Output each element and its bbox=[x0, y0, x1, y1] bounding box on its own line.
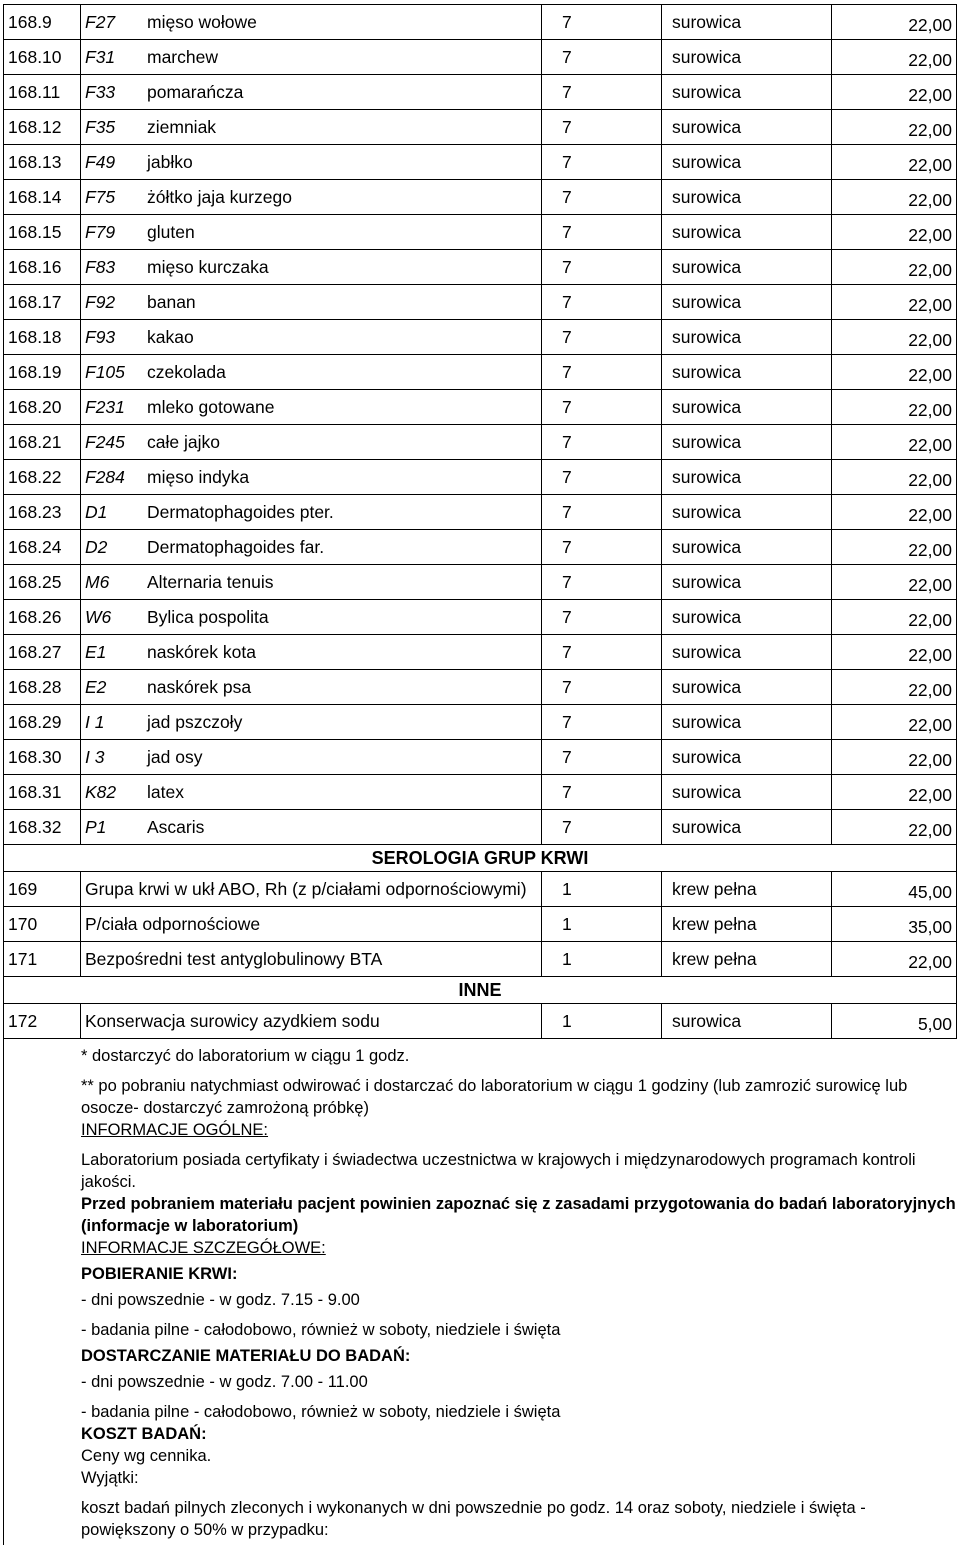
row-number: 168.12 bbox=[4, 110, 81, 145]
row-number: 168.21 bbox=[4, 425, 81, 460]
allergen-code: F49 bbox=[81, 145, 144, 180]
row-number: 171 bbox=[4, 942, 81, 977]
allergen-code: F75 bbox=[81, 180, 144, 215]
allergen-code: I 3 bbox=[81, 740, 144, 775]
table-row bbox=[4, 1004, 957, 1039]
test-name: mięso kurczaka bbox=[143, 250, 542, 285]
turnaround-days: 1 bbox=[542, 1004, 662, 1039]
general-info-text: Laboratorium posiada certyfikaty i świadectwa uczestnictwa w krajowych i międzynarodowych programach kontroli jakości. bbox=[81, 1151, 916, 1191]
allergen-code: F245 bbox=[81, 425, 144, 460]
test-name: Bylica pospolita bbox=[143, 600, 542, 635]
test-name: marchew bbox=[143, 40, 542, 75]
table-row bbox=[4, 145, 957, 180]
cost-line: Wyjątki: bbox=[81, 1469, 139, 1487]
test-price: 35,00 bbox=[832, 907, 957, 942]
table-row bbox=[4, 810, 957, 845]
allergen-code: W6 bbox=[81, 600, 144, 635]
test-price: 45,00 bbox=[832, 872, 957, 907]
test-price: 22,00 bbox=[832, 460, 957, 495]
general-info-bold: Przed pobraniem materiału pacjent powinien zapoznać się z zasadami przygotowania do badań laboratoryjnych (informacje w laboratorium) bbox=[81, 1195, 956, 1235]
table-row bbox=[4, 320, 957, 355]
table-row bbox=[4, 75, 957, 110]
row-number: 172 bbox=[4, 1004, 81, 1039]
table-row bbox=[4, 740, 957, 775]
turnaround-days: 7 bbox=[542, 530, 662, 565]
sample-material: surowica bbox=[662, 810, 832, 845]
table-row bbox=[4, 425, 957, 460]
sample-material: surowica bbox=[662, 75, 832, 110]
row-number: 168.19 bbox=[4, 355, 81, 390]
sample-material: surowica bbox=[662, 250, 832, 285]
row-number: 168.10 bbox=[4, 40, 81, 75]
sample-material: surowica bbox=[662, 775, 832, 810]
sample-material: surowica bbox=[662, 740, 832, 775]
sample-material: surowica bbox=[662, 215, 832, 250]
test-price: 22,00 bbox=[832, 390, 957, 425]
allergen-code: F83 bbox=[81, 250, 144, 285]
table-row bbox=[4, 942, 957, 977]
delivery-heading: DOSTARCZANIE MATERIAŁU DO BADAŃ: bbox=[81, 1347, 411, 1365]
table-row bbox=[4, 775, 957, 810]
test-price: 22,00 bbox=[832, 145, 957, 180]
blood-collection-heading: POBIERANIE KRWI: bbox=[81, 1265, 238, 1283]
turnaround-days: 7 bbox=[542, 705, 662, 740]
sample-material: surowica bbox=[662, 460, 832, 495]
turnaround-days: 7 bbox=[542, 110, 662, 145]
test-price: 22,00 bbox=[832, 320, 957, 355]
test-name: mięso indyka bbox=[143, 460, 542, 495]
test-price: 22,00 bbox=[832, 5, 957, 40]
test-name: mięso wołowe bbox=[143, 5, 542, 40]
test-name: Bezpośredni test antyglobulinowy BTA bbox=[81, 942, 542, 977]
test-price: 22,00 bbox=[832, 110, 957, 145]
other-section bbox=[4, 977, 957, 1039]
test-price: 22,00 bbox=[832, 180, 957, 215]
allergen-code: D1 bbox=[81, 495, 144, 530]
sample-material: surowica bbox=[662, 565, 832, 600]
row-number: 168.24 bbox=[4, 530, 81, 565]
test-price: 22,00 bbox=[832, 705, 957, 740]
row-number: 168.30 bbox=[4, 740, 81, 775]
turnaround-days: 1 bbox=[542, 872, 662, 907]
sample-material: surowica bbox=[662, 145, 832, 180]
turnaround-days: 7 bbox=[542, 635, 662, 670]
test-name: jabłko bbox=[143, 145, 542, 180]
test-price: 22,00 bbox=[832, 565, 957, 600]
table-row bbox=[4, 530, 957, 565]
test-name: pomarańcza bbox=[143, 75, 542, 110]
test-price: 22,00 bbox=[832, 495, 957, 530]
test-price: 22,00 bbox=[832, 425, 957, 460]
serology-title: SEROLOGIA GRUP KRWI bbox=[4, 845, 957, 872]
sample-material: krew pełna bbox=[662, 942, 832, 977]
sample-material: surowica bbox=[662, 635, 832, 670]
allergen-code: F31 bbox=[81, 40, 144, 75]
table-row bbox=[4, 705, 957, 740]
row-number: 168.15 bbox=[4, 215, 81, 250]
row-number: 168.29 bbox=[4, 705, 81, 740]
row-number: 168.14 bbox=[4, 180, 81, 215]
test-name: Dermatophagoides far. bbox=[143, 530, 542, 565]
test-name: naskórek psa bbox=[143, 670, 542, 705]
test-price: 5,00 bbox=[832, 1004, 957, 1039]
table-row bbox=[4, 670, 957, 705]
test-name: żółtko jaja kurzego bbox=[143, 180, 542, 215]
turnaround-days: 7 bbox=[542, 495, 662, 530]
test-price: 22,00 bbox=[832, 740, 957, 775]
sample-material: krew pełna bbox=[662, 872, 832, 907]
other-title: INNE bbox=[4, 977, 957, 1004]
test-name: ziemniak bbox=[143, 110, 542, 145]
turnaround-days: 7 bbox=[542, 75, 662, 110]
test-price: 22,00 bbox=[832, 810, 957, 845]
table-row bbox=[4, 565, 957, 600]
delivery-line: - dni powszednie - w godz. 7.00 - 11.00 bbox=[81, 1373, 368, 1391]
table-row bbox=[4, 180, 957, 215]
test-price: 22,00 bbox=[832, 530, 957, 565]
turnaround-days: 7 bbox=[542, 215, 662, 250]
row-number: 168.27 bbox=[4, 635, 81, 670]
turnaround-days: 1 bbox=[542, 942, 662, 977]
blood-collection-line: - dni powszednie - w godz. 7.15 - 9.00 bbox=[81, 1291, 360, 1309]
turnaround-days: 7 bbox=[542, 600, 662, 635]
table-row bbox=[4, 600, 957, 635]
row-number: 169 bbox=[4, 872, 81, 907]
section-header bbox=[4, 845, 957, 872]
test-name: jad osy bbox=[143, 740, 542, 775]
test-name: naskórek kota bbox=[143, 635, 542, 670]
test-name: całe jajko bbox=[143, 425, 542, 460]
note-single-star: * dostarczyć do laboratorium w ciągu 1 godz. bbox=[81, 1047, 410, 1065]
delivery-line: - badania pilne - całodobowo, również w soboty, niedziele i święta bbox=[81, 1403, 561, 1421]
turnaround-days: 7 bbox=[542, 670, 662, 705]
allergen-code: E1 bbox=[81, 635, 144, 670]
test-name: gluten bbox=[143, 215, 542, 250]
table-row bbox=[4, 215, 957, 250]
allergen-code: F284 bbox=[81, 460, 144, 495]
turnaround-days: 7 bbox=[542, 250, 662, 285]
test-name: czekolada bbox=[143, 355, 542, 390]
turnaround-days: 7 bbox=[542, 285, 662, 320]
row-number: 168.25 bbox=[4, 565, 81, 600]
table-row bbox=[4, 460, 957, 495]
turnaround-days: 7 bbox=[542, 810, 662, 845]
test-name: latex bbox=[143, 775, 542, 810]
row-number: 168.20 bbox=[4, 390, 81, 425]
sample-material: surowica bbox=[662, 390, 832, 425]
turnaround-days: 7 bbox=[542, 40, 662, 75]
test-price: 22,00 bbox=[832, 775, 957, 810]
general-info-heading: INFORMACJE OGÓLNE: bbox=[81, 1121, 269, 1139]
table-row bbox=[4, 110, 957, 145]
serology-section bbox=[4, 845, 957, 977]
test-price: 22,00 bbox=[832, 40, 957, 75]
price-list-document bbox=[3, 4, 957, 1545]
allergen-code: F105 bbox=[81, 355, 144, 390]
test-name: P/ciała odpornościowe bbox=[81, 907, 542, 942]
allergen-code: K82 bbox=[81, 775, 144, 810]
allergen-code: D2 bbox=[81, 530, 144, 565]
test-name: Ascaris bbox=[143, 810, 542, 845]
sample-material: surowica bbox=[662, 355, 832, 390]
test-price: 22,00 bbox=[832, 75, 957, 110]
table-row bbox=[4, 5, 957, 40]
sample-material: surowica bbox=[662, 670, 832, 705]
turnaround-days: 7 bbox=[542, 390, 662, 425]
row-number: 168.32 bbox=[4, 810, 81, 845]
test-name: kakao bbox=[143, 320, 542, 355]
row-number: 168.17 bbox=[4, 285, 81, 320]
price-table bbox=[3, 4, 957, 1039]
row-number: 168.23 bbox=[4, 495, 81, 530]
table-row bbox=[4, 250, 957, 285]
test-price: 22,00 bbox=[832, 285, 957, 320]
turnaround-days: 7 bbox=[542, 5, 662, 40]
table-row bbox=[4, 907, 957, 942]
turnaround-days: 7 bbox=[542, 180, 662, 215]
turnaround-days: 7 bbox=[542, 320, 662, 355]
allergen-code: E2 bbox=[81, 670, 144, 705]
allergen-code: P1 bbox=[81, 810, 144, 845]
sample-material: surowica bbox=[662, 320, 832, 355]
table-row bbox=[4, 355, 957, 390]
allergen-code: F231 bbox=[81, 390, 144, 425]
row-number: 168.13 bbox=[4, 145, 81, 180]
test-name: Grupa krwi w ukł ABO, Rh (z p/ciałami odpornościowymi) bbox=[81, 872, 542, 907]
row-number: 168.31 bbox=[4, 775, 81, 810]
allergen-code: M6 bbox=[81, 565, 144, 600]
sample-material: surowica bbox=[662, 705, 832, 740]
table-row bbox=[4, 390, 957, 425]
blood-collection-line: - badania pilne - całodobowo, również w soboty, niedziele i święta bbox=[81, 1321, 561, 1339]
allergen-code: I 1 bbox=[81, 705, 144, 740]
allergen-code: F92 bbox=[81, 285, 144, 320]
test-name: Dermatophagoides pter. bbox=[143, 495, 542, 530]
turnaround-days: 7 bbox=[542, 740, 662, 775]
table-row bbox=[4, 495, 957, 530]
test-price: 22,00 bbox=[832, 215, 957, 250]
section-header bbox=[4, 977, 957, 1004]
turnaround-days: 7 bbox=[542, 355, 662, 390]
turnaround-days: 7 bbox=[542, 425, 662, 460]
sample-material: surowica bbox=[662, 285, 832, 320]
row-number: 168.18 bbox=[4, 320, 81, 355]
notes-section bbox=[3, 1039, 957, 1545]
sample-material: surowica bbox=[662, 110, 832, 145]
test-price: 22,00 bbox=[832, 355, 957, 390]
sample-material: surowica bbox=[662, 600, 832, 635]
row-number: 168.26 bbox=[4, 600, 81, 635]
test-name: Alternaria tenuis bbox=[143, 565, 542, 600]
sample-material: surowica bbox=[662, 530, 832, 565]
cost-line: koszt badań pilnych zleconych i wykonanych w dni powszednie po godz. 14 oraz soboty, niedziele i święta - powiększony o 50% w przypadku: bbox=[81, 1499, 866, 1539]
note-double-star: ** po pobraniu natychmiast odwirować i dostarczać do laboratorium w ciągu 1 godziny (lub zamrozić surowicę lub osocze- dostarczyć zamrożoną próbkę) bbox=[81, 1077, 908, 1117]
sample-material: surowica bbox=[662, 425, 832, 460]
turnaround-days: 7 bbox=[542, 565, 662, 600]
row-number: 168.16 bbox=[4, 250, 81, 285]
table-row bbox=[4, 872, 957, 907]
allergen-code: F27 bbox=[81, 5, 144, 40]
row-number: 168.11 bbox=[4, 75, 81, 110]
test-price: 22,00 bbox=[832, 250, 957, 285]
sample-material: surowica bbox=[662, 40, 832, 75]
table-row bbox=[4, 635, 957, 670]
row-number: 170 bbox=[4, 907, 81, 942]
sample-material: surowica bbox=[662, 5, 832, 40]
row-number: 168.28 bbox=[4, 670, 81, 705]
allergen-code: F33 bbox=[81, 75, 144, 110]
allergen-code: F79 bbox=[81, 215, 144, 250]
sample-material: krew pełna bbox=[662, 907, 832, 942]
turnaround-days: 7 bbox=[542, 775, 662, 810]
allergen-code: F35 bbox=[81, 110, 144, 145]
table-row bbox=[4, 285, 957, 320]
test-price: 22,00 bbox=[832, 942, 957, 977]
test-name: mleko gotowane bbox=[143, 390, 542, 425]
row-number: 168.22 bbox=[4, 460, 81, 495]
test-name: banan bbox=[143, 285, 542, 320]
test-price: 22,00 bbox=[832, 670, 957, 705]
test-name: Konserwacja surowicy azydkiem sodu bbox=[81, 1004, 542, 1039]
detail-info-heading: INFORMACJE SZCZEGÓŁOWE: bbox=[81, 1239, 326, 1257]
cost-heading: KOSZT BADAŃ: bbox=[81, 1425, 207, 1443]
test-price: 22,00 bbox=[832, 600, 957, 635]
allergen-code: F93 bbox=[81, 320, 144, 355]
table-row bbox=[4, 40, 957, 75]
test-name: jad pszczoły bbox=[143, 705, 542, 740]
turnaround-days: 7 bbox=[542, 460, 662, 495]
test-price: 22,00 bbox=[832, 635, 957, 670]
allergen-items bbox=[4, 5, 957, 845]
sample-material: surowica bbox=[662, 495, 832, 530]
row-number: 168.9 bbox=[4, 5, 81, 40]
sample-material: surowica bbox=[662, 1004, 832, 1039]
cost-line: Ceny wg cennika. bbox=[81, 1447, 212, 1465]
turnaround-days: 1 bbox=[542, 907, 662, 942]
sample-material: surowica bbox=[662, 180, 832, 215]
turnaround-days: 7 bbox=[542, 145, 662, 180]
